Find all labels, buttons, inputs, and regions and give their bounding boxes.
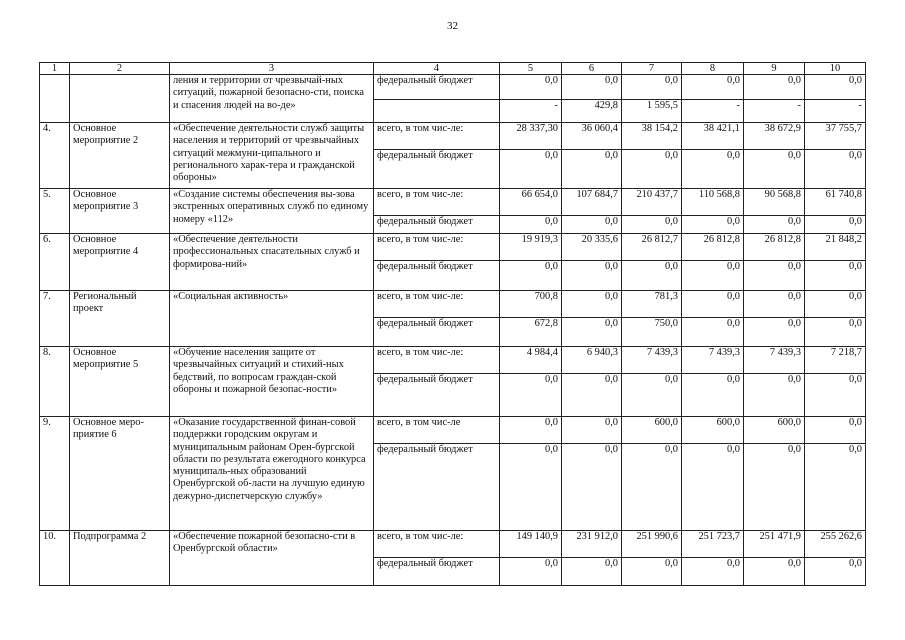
funding-source: федеральный бюджет — [374, 444, 500, 531]
value-cell: 0,0 — [562, 417, 622, 444]
value-cell: 0,0 — [682, 216, 744, 234]
value-cell: 0,0 — [744, 291, 805, 318]
value-cell: 750,0 — [622, 318, 682, 347]
program-name: Основное мероприятие 4 — [70, 234, 170, 291]
value-cell: 429,8 — [562, 100, 622, 123]
row-number: 5. — [40, 189, 70, 234]
program-description: «Создание системы обеспечения вы-зова экстренных оперативных служб по единому номеру «112» — [170, 189, 374, 234]
row-number: 10. — [40, 531, 70, 586]
header-cell: 6 — [562, 63, 622, 75]
funding-source: всего, в том чис-ле: — [374, 189, 500, 216]
value-cell: 255 262,6 — [805, 531, 866, 558]
value-cell: 0,0 — [805, 417, 866, 444]
value-cell: 38 154,2 — [622, 123, 682, 150]
value-cell: 0,0 — [500, 261, 562, 291]
program-name — [70, 75, 170, 123]
row-number: 4. — [40, 123, 70, 189]
value-cell: 0,0 — [562, 216, 622, 234]
row-number: 7. — [40, 291, 70, 347]
funding-source: федеральный бюджет — [374, 150, 500, 189]
funding-source: всего, в том чис-ле: — [374, 123, 500, 150]
value-cell: 0,0 — [622, 75, 682, 100]
header-cell: 10 — [805, 63, 866, 75]
value-cell: 0,0 — [562, 444, 622, 531]
value-cell: 0,0 — [744, 75, 805, 100]
value-cell: 37 755,7 — [805, 123, 866, 150]
value-cell: 600,0 — [622, 417, 682, 444]
funding-source: федеральный бюджет — [374, 261, 500, 291]
value-cell: 0,0 — [682, 261, 744, 291]
header-cell: 8 — [682, 63, 744, 75]
value-cell: 0,0 — [744, 558, 805, 586]
value-cell: 0,0 — [500, 417, 562, 444]
value-cell: 7 439,3 — [682, 347, 744, 374]
row-number: 6. — [40, 234, 70, 291]
value-cell: 0,0 — [682, 444, 744, 531]
value-cell: 0,0 — [622, 374, 682, 417]
table-row — [40, 189, 866, 216]
program-description: «Обеспечение деятельности профессиональных спасательных служб и формирова-ний» — [170, 234, 374, 291]
funding-source: всего, в том чис-ле: — [374, 234, 500, 261]
value-cell: 7 218,7 — [805, 347, 866, 374]
value-cell: 0,0 — [682, 291, 744, 318]
header-cell: 2 — [70, 63, 170, 75]
value-cell: - — [682, 100, 744, 123]
value-cell: 0,0 — [805, 75, 866, 100]
value-cell: 0,0 — [805, 374, 866, 417]
value-cell: 61 740,8 — [805, 189, 866, 216]
value-cell: 210 437,7 — [622, 189, 682, 216]
value-cell: 0,0 — [744, 318, 805, 347]
value-cell: 1 595,5 — [622, 100, 682, 123]
program-description: «Обучение населения защите от чрезвычайных ситуаций и стихий-ных бедствий, по вопросам граждан-ской обороны и пожарной безопас-ности» — [170, 347, 374, 417]
page-number: 32 — [447, 20, 458, 32]
value-cell: 600,0 — [744, 417, 805, 444]
value-cell: 4 984,4 — [500, 347, 562, 374]
program-name: Основное мероприятие 2 — [70, 123, 170, 189]
table-body — [40, 63, 866, 586]
program-name: Основное мероприятие 5 — [70, 347, 170, 417]
value-cell: 0,0 — [744, 261, 805, 291]
value-cell: 0,0 — [805, 444, 866, 531]
value-cell: 0,0 — [562, 374, 622, 417]
funding-source: всего, в том чис-ле: — [374, 531, 500, 558]
program-name: Подпрограмма 2 — [70, 531, 170, 586]
value-cell: 0,0 — [805, 150, 866, 189]
value-cell: 0,0 — [562, 261, 622, 291]
funding-source: всего, в том чис-ле: — [374, 291, 500, 318]
program-description: «Оказание государственной финан-совой поддержки городским округам и муниципальным районам Орен-бургской области по результата ежегодного конкурса муниципаль-ных образований Оренбургской об-ласти на лучшую единую дежурно-диспетчерскую службу» — [170, 417, 374, 531]
value-cell: 0,0 — [500, 216, 562, 234]
value-cell: 0,0 — [744, 216, 805, 234]
table-row — [40, 75, 866, 100]
program-name: Основное мероприятие 3 — [70, 189, 170, 234]
value-cell: 0,0 — [622, 150, 682, 189]
value-cell: 700,8 — [500, 291, 562, 318]
value-cell: 251 471,9 — [744, 531, 805, 558]
row-number — [40, 75, 70, 123]
program-name: Основное меро-приятие 6 — [70, 417, 170, 531]
value-cell: - — [500, 100, 562, 123]
program-description: ления и территории от чрезвычай-ных ситуаций, пожарной безопасно-сти, поиска и спасения людей на во-де» — [170, 75, 374, 123]
value-cell: 0,0 — [500, 444, 562, 531]
value-cell: 7 439,3 — [622, 347, 682, 374]
funding-source: всего, в том чис-ле — [374, 417, 500, 444]
value-cell: 0,0 — [682, 318, 744, 347]
value-cell: 0,0 — [744, 444, 805, 531]
value-cell: 28 337,30 — [500, 123, 562, 150]
value-cell: 38 421,1 — [682, 123, 744, 150]
value-cell: 0,0 — [682, 75, 744, 100]
table-row — [40, 531, 866, 558]
funding-source: федеральный бюджет — [374, 318, 500, 347]
value-cell: 149 140,9 — [500, 531, 562, 558]
value-cell: 110 568,8 — [682, 189, 744, 216]
value-cell: 66 654,0 — [500, 189, 562, 216]
value-cell: - — [805, 100, 866, 123]
program-name: Региональный проект — [70, 291, 170, 347]
table-row — [40, 347, 866, 374]
value-cell: 0,0 — [622, 261, 682, 291]
funding-source: федеральный бюджет — [374, 75, 500, 100]
value-cell: 0,0 — [500, 374, 562, 417]
value-cell: 0,0 — [805, 216, 866, 234]
value-cell: 20 335,6 — [562, 234, 622, 261]
value-cell: 600,0 — [682, 417, 744, 444]
value-cell: 0,0 — [562, 150, 622, 189]
table-row — [40, 123, 866, 150]
funding-source: федеральный бюджет — [374, 558, 500, 586]
header-cell: 5 — [500, 63, 562, 75]
value-cell: 0,0 — [562, 318, 622, 347]
value-cell: 0,0 — [805, 291, 866, 318]
value-cell: 0,0 — [622, 444, 682, 531]
value-cell: 0,0 — [500, 558, 562, 586]
funding-source: федеральный бюджет — [374, 216, 500, 234]
funding-source: всего, в том чис-ле: — [374, 347, 500, 374]
value-cell: 6 940,3 — [562, 347, 622, 374]
value-cell: 26 812,7 — [622, 234, 682, 261]
value-cell: 26 812,8 — [682, 234, 744, 261]
header-cell: 9 — [744, 63, 805, 75]
value-cell: 0,0 — [682, 150, 744, 189]
value-cell: 0,0 — [744, 150, 805, 189]
value-cell: 0,0 — [622, 216, 682, 234]
budget-table — [39, 62, 866, 586]
value-cell: 36 060,4 — [562, 123, 622, 150]
value-cell: 0,0 — [500, 150, 562, 189]
value-cell: 251 990,6 — [622, 531, 682, 558]
row-number: 8. — [40, 347, 70, 417]
value-cell: 7 439,3 — [744, 347, 805, 374]
value-cell: 0,0 — [622, 558, 682, 586]
value-cell: 26 812,8 — [744, 234, 805, 261]
program-description: «Социальная активность» — [170, 291, 374, 347]
table-row — [40, 234, 866, 261]
funding-source: федеральный бюджет — [374, 374, 500, 417]
table-row — [40, 417, 866, 444]
value-cell: 21 848,2 — [805, 234, 866, 261]
header-cell: 7 — [622, 63, 682, 75]
value-cell: 0,0 — [562, 558, 622, 586]
header-row — [40, 63, 866, 75]
value-cell: - — [744, 100, 805, 123]
value-cell: 781,3 — [622, 291, 682, 318]
value-cell: 0,0 — [562, 291, 622, 318]
program-description: «Обеспечение пожарной безопасно-сти в Оренбургской области» — [170, 531, 374, 586]
value-cell: 0,0 — [805, 558, 866, 586]
program-description: «Обеспечение деятельности служб защиты населения и территорий от чрезвычайных ситуаций межмуни-ципального и регионального харак-тера и гражданской обороны» — [170, 123, 374, 189]
value-cell: 251 723,7 — [682, 531, 744, 558]
value-cell: 90 568,8 — [744, 189, 805, 216]
header-cell: 4 — [374, 63, 500, 75]
value-cell: 107 684,7 — [562, 189, 622, 216]
value-cell: 0,0 — [805, 261, 866, 291]
value-cell: 0,0 — [744, 374, 805, 417]
value-cell: 231 912,0 — [562, 531, 622, 558]
table-row — [40, 291, 866, 318]
value-cell: 38 672,9 — [744, 123, 805, 150]
value-cell: 0,0 — [805, 318, 866, 347]
value-cell: 19 919,3 — [500, 234, 562, 261]
value-cell: 0,0 — [562, 75, 622, 100]
funding-source — [374, 100, 500, 123]
value-cell: 0,0 — [682, 374, 744, 417]
value-cell: 0,0 — [500, 75, 562, 100]
row-number: 9. — [40, 417, 70, 531]
header-cell: 1 — [40, 63, 70, 75]
value-cell: 672,8 — [500, 318, 562, 347]
header-cell: 3 — [170, 63, 374, 75]
value-cell: 0,0 — [682, 558, 744, 586]
